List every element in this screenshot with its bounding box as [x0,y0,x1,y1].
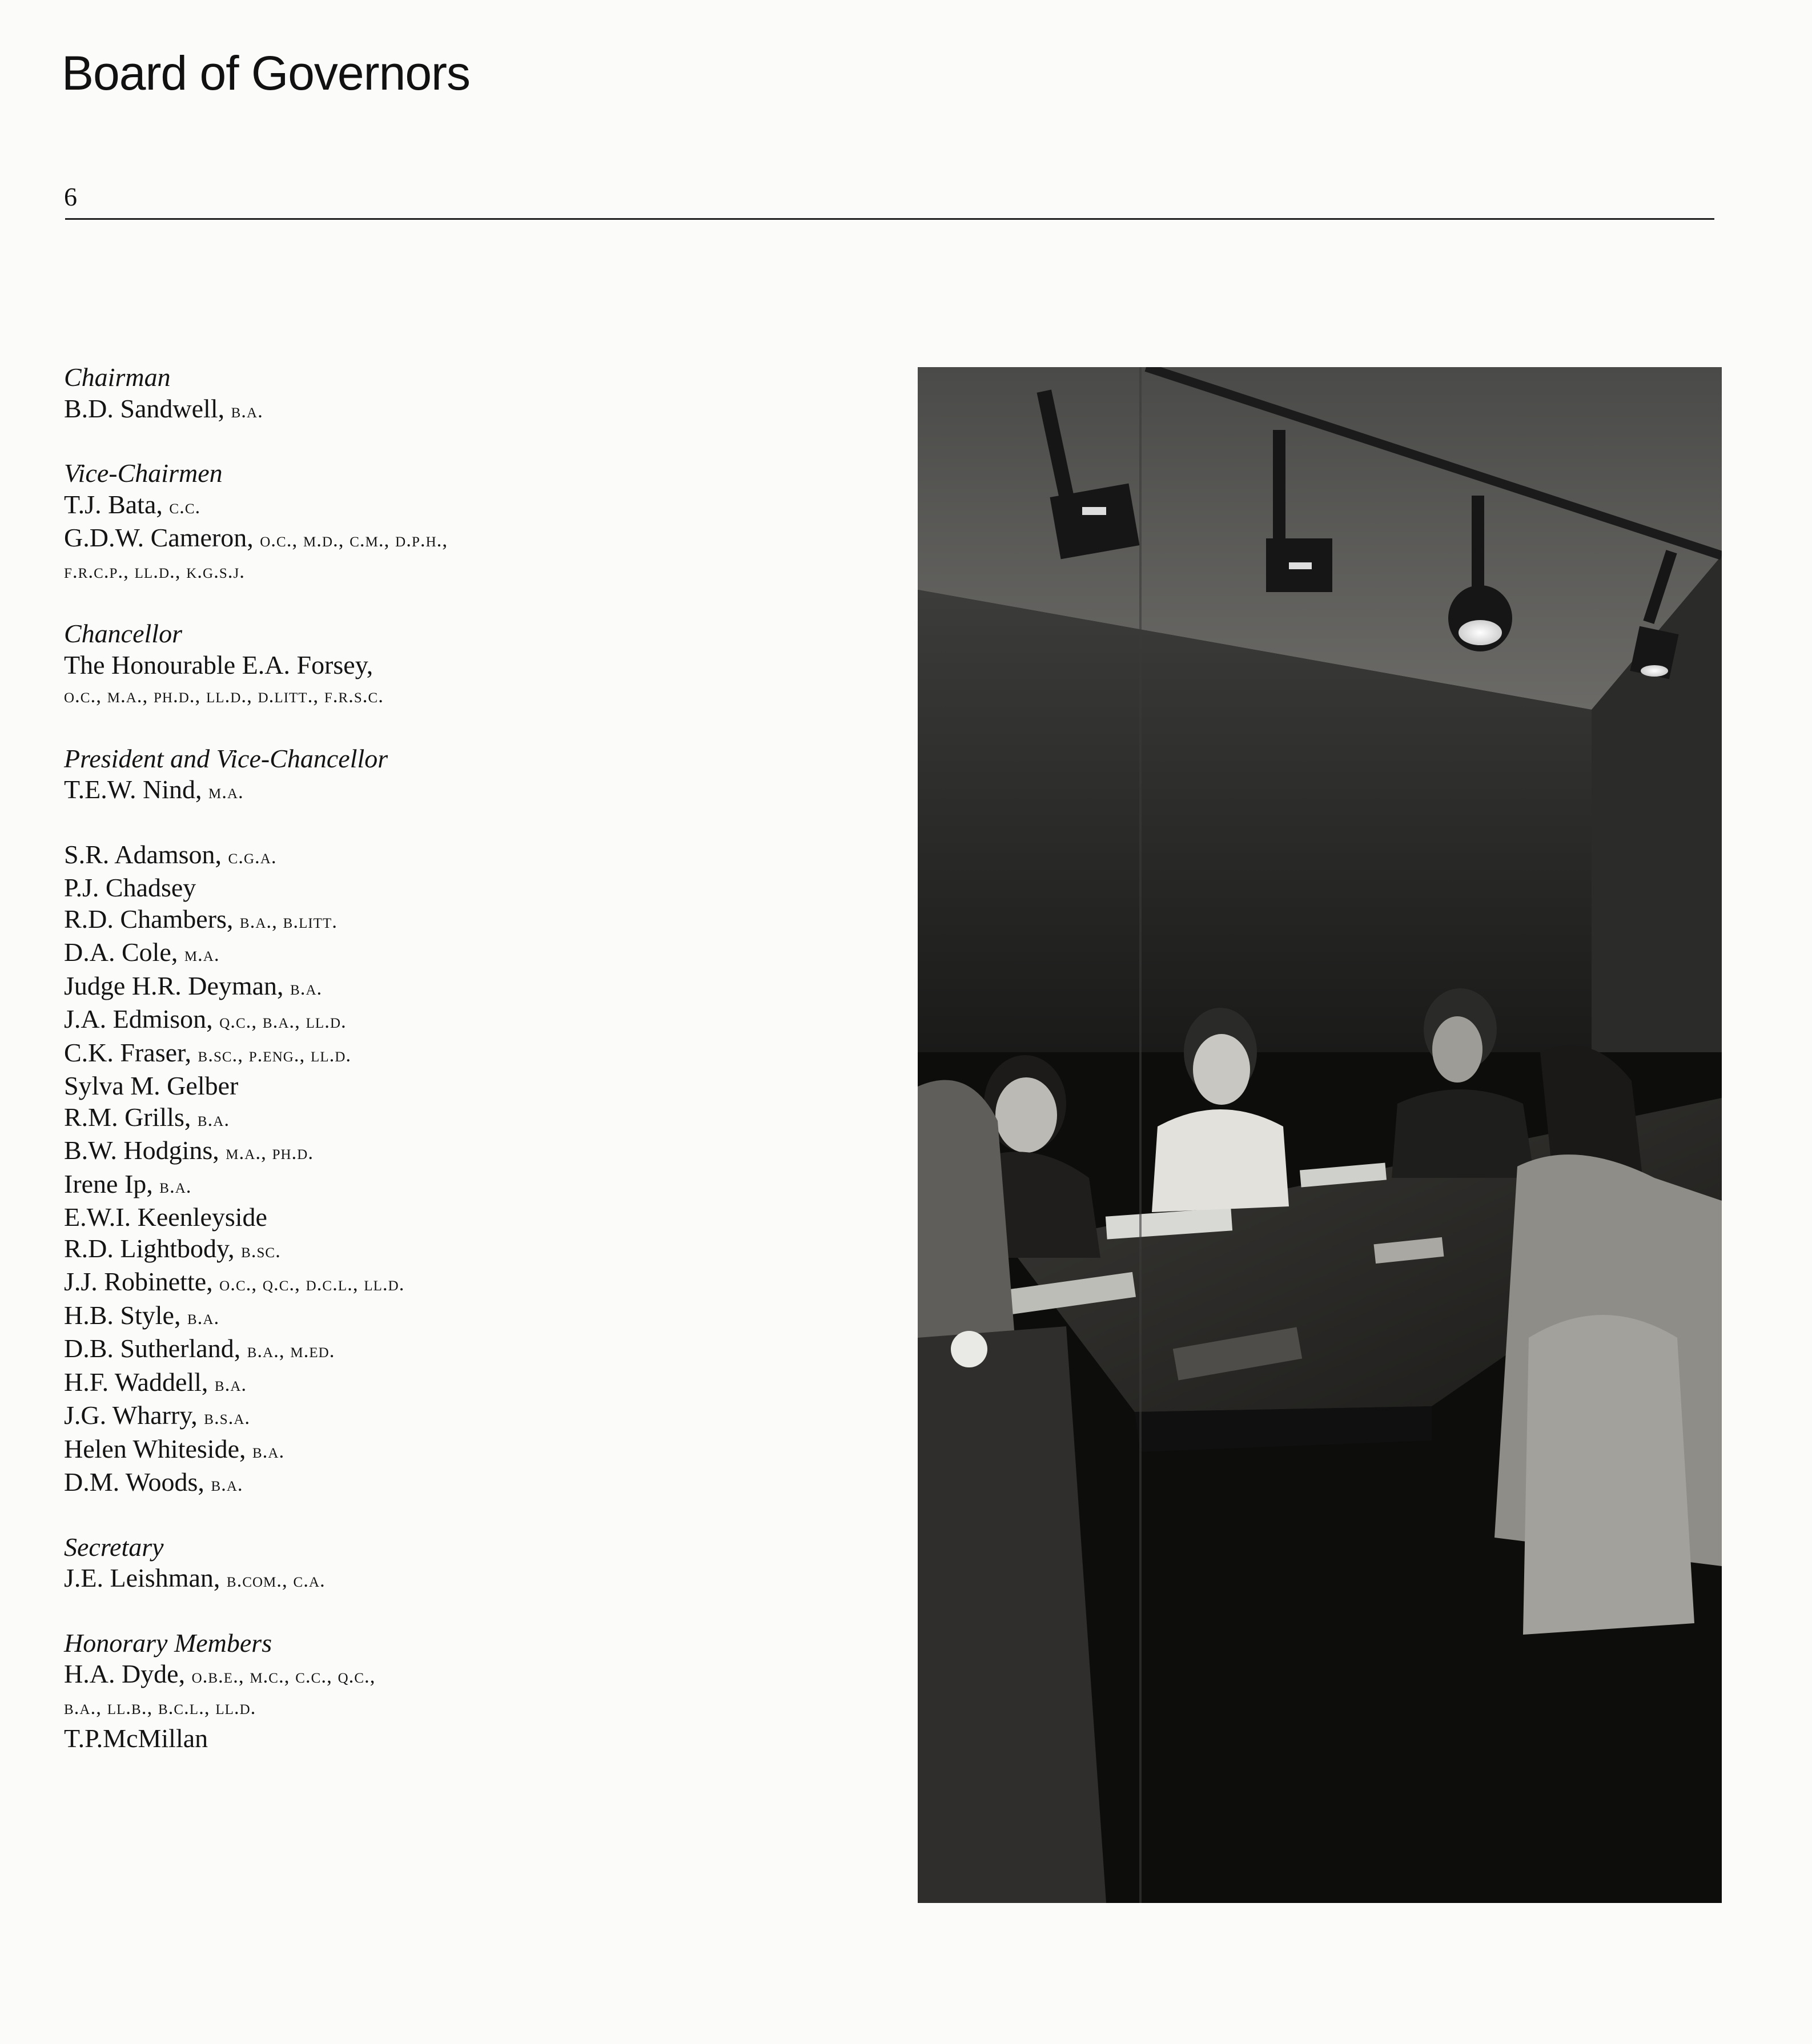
member-credentials: b.sc., p.eng., ll.d. [198,1043,352,1066]
member-entry [64,393,898,427]
board-section [64,618,898,712]
member-entry [64,1071,898,1102]
member-entry [64,839,898,873]
member-credentials-continued: f.r.c.p., ll.d., k.g.s.j. [64,560,245,582]
member-name: T.P.McMillan [64,1724,208,1753]
board-section [64,1532,898,1596]
member-entry [64,872,898,904]
board-section [64,839,898,1500]
section-heading: Vice-Chairmen [64,458,223,488]
member-name: R.D. Chambers, [64,904,234,934]
member-entry [64,522,898,587]
member-entry [64,1659,898,1723]
page-number: 6 [64,182,77,211]
member-name: C.K. Fraser, [64,1037,192,1067]
member-name: D.M. Woods, [64,1467,204,1496]
member-name: Irene Ip, [64,1169,153,1198]
page-title: Board of Governors [62,46,471,100]
member-name: T.E.W. Nind, [64,775,202,804]
member-credentials: o.c., q.c., d.c.l., ll.d. [219,1273,405,1295]
member-credentials: m.a. [184,943,220,965]
member-name: R.M. Grills, [64,1102,191,1132]
member-entry [64,1004,898,1037]
member-entry [64,1300,898,1334]
member-entry [64,489,898,523]
member-name: E.W.I. Keenleyside [64,1202,267,1232]
member-entry [64,1202,898,1233]
section-heading: Secretary [64,1532,164,1562]
member-name: H.B. Style, [64,1300,181,1330]
member-name: H.F. Waddell, [64,1367,208,1397]
member-entry [64,1169,898,1202]
member-credentials: q.c., b.a., ll.d. [219,1010,347,1032]
member-entry [64,1563,898,1596]
member-entry [64,1723,898,1755]
board-section [64,1628,898,1755]
member-entry [64,1333,898,1367]
board-section [64,743,898,808]
member-entry [64,1037,898,1071]
member-entry [64,650,898,712]
section-heading: Chancellor [64,619,182,648]
member-name: H.A. Dyde, [64,1659,186,1688]
member-entry [64,1400,898,1434]
member-entry [64,937,898,971]
board-section [64,458,898,587]
member-name: J.G. Wharry, [64,1401,198,1430]
member-credentials: b.a. [197,1108,230,1130]
member-name: S.R. Adamson, [64,839,222,869]
member-credentials: o.b.e., m.c., c.c., q.c., [191,1665,376,1687]
header-rule [65,218,1714,220]
member-entry [64,1233,898,1267]
member-name: J.J. Robinette, [64,1267,213,1296]
member-name: T.J. Bata, [64,489,163,519]
member-entry [64,971,898,1004]
member-entry [64,904,898,937]
section-heading: Chairman [64,363,171,392]
member-entry [64,1434,898,1467]
member-credentials: b.a., b.litt. [239,910,338,932]
member-name: Sylva M. Gelber [64,1071,239,1100]
member-entry [64,1266,898,1300]
member-credentials-continued: o.c., m.a., ph.d., ll.d., d.litt., f.r.s.c. [64,685,384,707]
member-name: D.B. Sutherland, [64,1334,241,1363]
member-credentials-continued: b.a., ll.b., b.c.l., ll.d. [64,1696,256,1719]
member-entry [64,1135,898,1169]
member-name: B.W. Hodgins, [64,1136,219,1165]
member-credentials: b.a. [231,399,263,422]
member-credentials: b.a. [187,1306,220,1329]
member-credentials: m.a. [208,780,244,803]
board-meeting-photo [918,367,1722,1903]
governors-list [64,362,898,1755]
member-name: B.D. Sandwell, [64,393,225,423]
member-credentials: c.c. [169,495,201,518]
member-name: J.E. Leishman, [64,1563,220,1592]
member-credentials: b.s.a. [204,1406,251,1429]
member-credentials: b.a. [290,976,323,999]
member-entry [64,1102,898,1136]
member-credentials: b.com., c.a. [226,1569,326,1591]
member-entry [64,1467,898,1500]
member-credentials: b.a., m.ed. [247,1339,335,1362]
member-credentials: b.sc. [241,1239,281,1262]
member-credentials: m.a., ph.d. [226,1141,314,1164]
member-name: R.D. Lightbody, [64,1233,235,1263]
member-entry [64,774,898,808]
member-credentials: b.a. [214,1373,247,1395]
member-entry [64,1367,898,1401]
board-section [64,362,898,426]
member-credentials: b.a. [159,1174,192,1197]
member-name: Helen Whiteside, [64,1434,246,1463]
section-heading: Honorary Members [64,1628,272,1657]
section-heading: President and Vice-Chancellor [64,743,388,773]
member-name: Judge H.R. Deyman, [64,971,284,1000]
member-name: The Honourable E.A. Forsey, [64,650,373,679]
member-credentials: b.a. [211,1473,243,1495]
member-credentials: b.a. [252,1439,285,1462]
member-name: J.A. Edmison, [64,1004,213,1033]
member-name: P.J. Chadsey [64,873,196,902]
member-credentials: c.g.a. [228,845,277,868]
member-credentials: o.c., m.d., c.m., d.p.h., [260,529,448,551]
member-name: D.A. Cole, [64,937,178,967]
member-name: G.D.W. Cameron, [64,523,254,552]
